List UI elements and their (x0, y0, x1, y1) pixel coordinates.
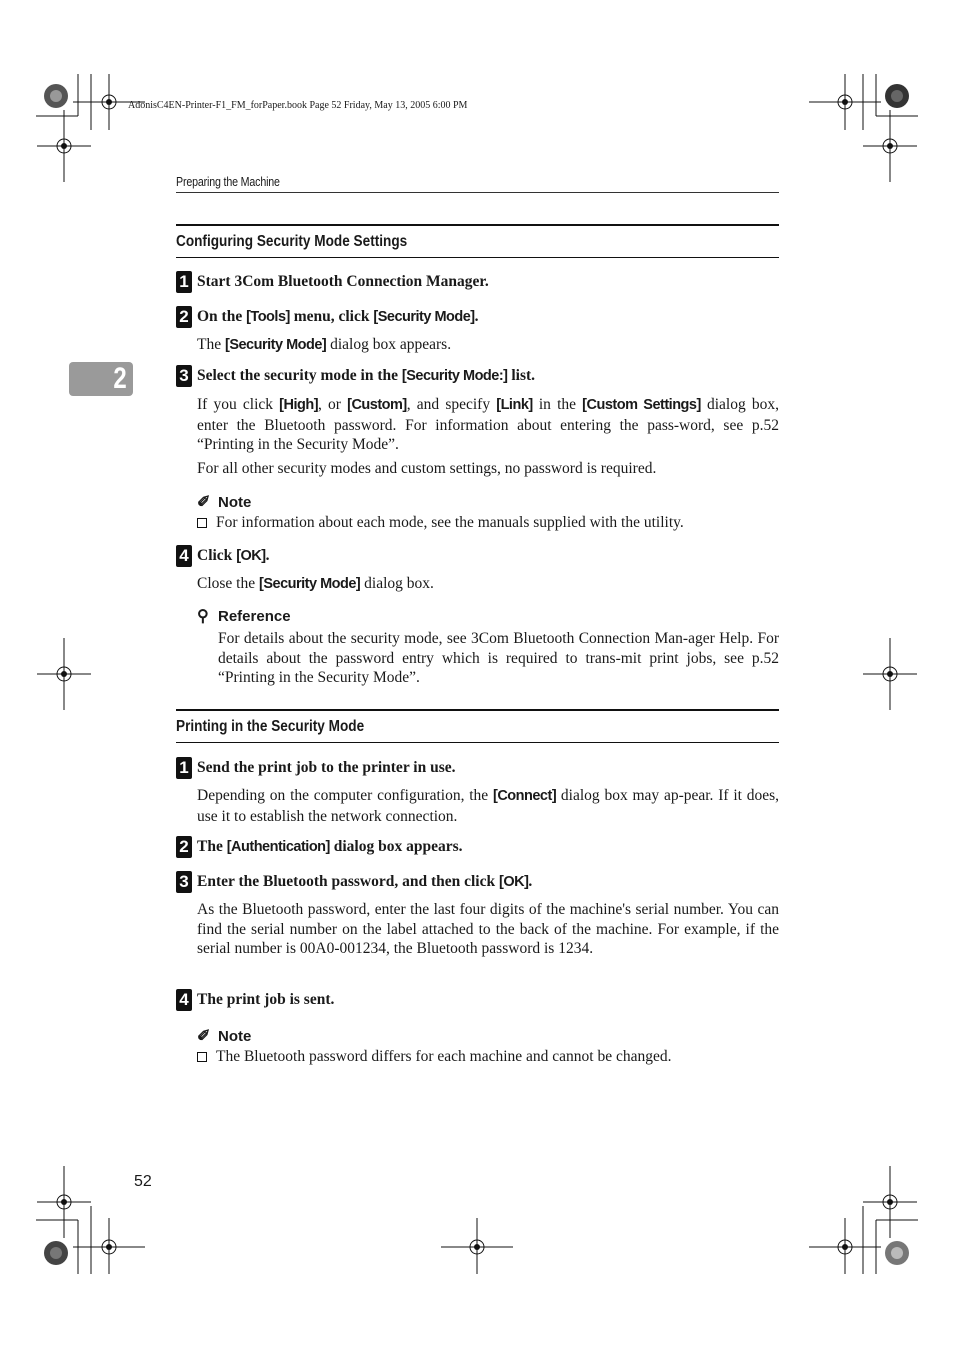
step-number: 2 (176, 306, 192, 328)
reference-heading: ⚲ Reference (197, 608, 291, 625)
step-text: Click [OK]. (197, 547, 270, 564)
step-2-body: The [Security Mode] dialog box appears. (197, 336, 452, 353)
note-heading: ✐ Note (197, 494, 252, 511)
note-item: The Bluetooth password differs for each machine and cannot be changed. (197, 1048, 787, 1066)
step-number: 1 (176, 757, 192, 779)
step-text: Send the print job to the printer in use. (197, 759, 456, 776)
file-header: AdonisC4EN-Printer-F1_FM_forPaper.book Page 52 Friday, May 13, 2005 6:00 PM (128, 100, 468, 111)
step-1-body: Depending on the computer configuration, the [Connect] dialog box may ap-pear. If it does, use it to establish the network connection. (197, 787, 779, 825)
pencil-icon: ✐ (197, 494, 211, 511)
step-number: 2 (176, 836, 192, 858)
step-number: 4 (176, 545, 192, 567)
chapter-tab: 2 (69, 362, 133, 396)
step-3-body: As the Bluetooth password, enter the last four digits of the machine's serial number. You can find the serial number on the label attached to the back of the machine. For example, if the serial number is 00A0-001234, the Bluetooth password is 1234. (197, 901, 779, 958)
step-text: On the [Tools] menu, click [Security Mode]. (197, 308, 479, 325)
note-heading: ✐ Note (197, 1028, 252, 1045)
magnifier-icon: ⚲ (197, 608, 209, 625)
reference-text: For details about the security mode, see 3Com Bluetooth Connection Man-ager Help. For details about the password entry which is required to trans-mit print jobs, see p.52 “Printing in the Security Mode”. (218, 630, 779, 687)
step-text: Start 3Com Bluetooth Connection Manager. (197, 273, 489, 290)
pencil-icon: ✐ (197, 1028, 211, 1045)
step-number: 3 (176, 365, 192, 387)
step-text: The print job is sent. (197, 991, 335, 1008)
checkbox-bullet-icon (197, 1052, 207, 1062)
section-title-security-mode-settings: Configuring Security Mode Settings (176, 224, 779, 258)
note-item: For information about each mode, see the manuals supplied with the utility. (197, 514, 787, 532)
section-title-printing-security-mode: Printing in the Security Mode (176, 709, 779, 743)
page-number: 52 (134, 1173, 152, 1190)
running-head: Preparing the Machine (176, 174, 280, 189)
step-number: 1 (176, 271, 192, 293)
step-4-body: Close the [Security Mode] dialog box. (197, 575, 434, 592)
header-rule (176, 192, 779, 193)
step-number: 4 (176, 989, 192, 1011)
step-text: The [Authentication] dialog box appears. (197, 838, 463, 855)
step-text: Select the security mode in the [Security Mode:] list. (197, 367, 536, 384)
checkbox-bullet-icon (197, 518, 207, 528)
step-3-body: If you click [High], or [Custom], and specify [Link] in the [Custom Settings] dialog box, enter the Bluetooth password. For information about entering the pass-word, see p.52 “Printing in the Security Mode”. (197, 396, 779, 454)
step-text: Enter the Bluetooth password, and then click [OK]. (197, 873, 533, 890)
step-3-body-2: For all other security modes and custom settings, no password is required. (197, 460, 657, 477)
step-number: 3 (176, 871, 192, 893)
